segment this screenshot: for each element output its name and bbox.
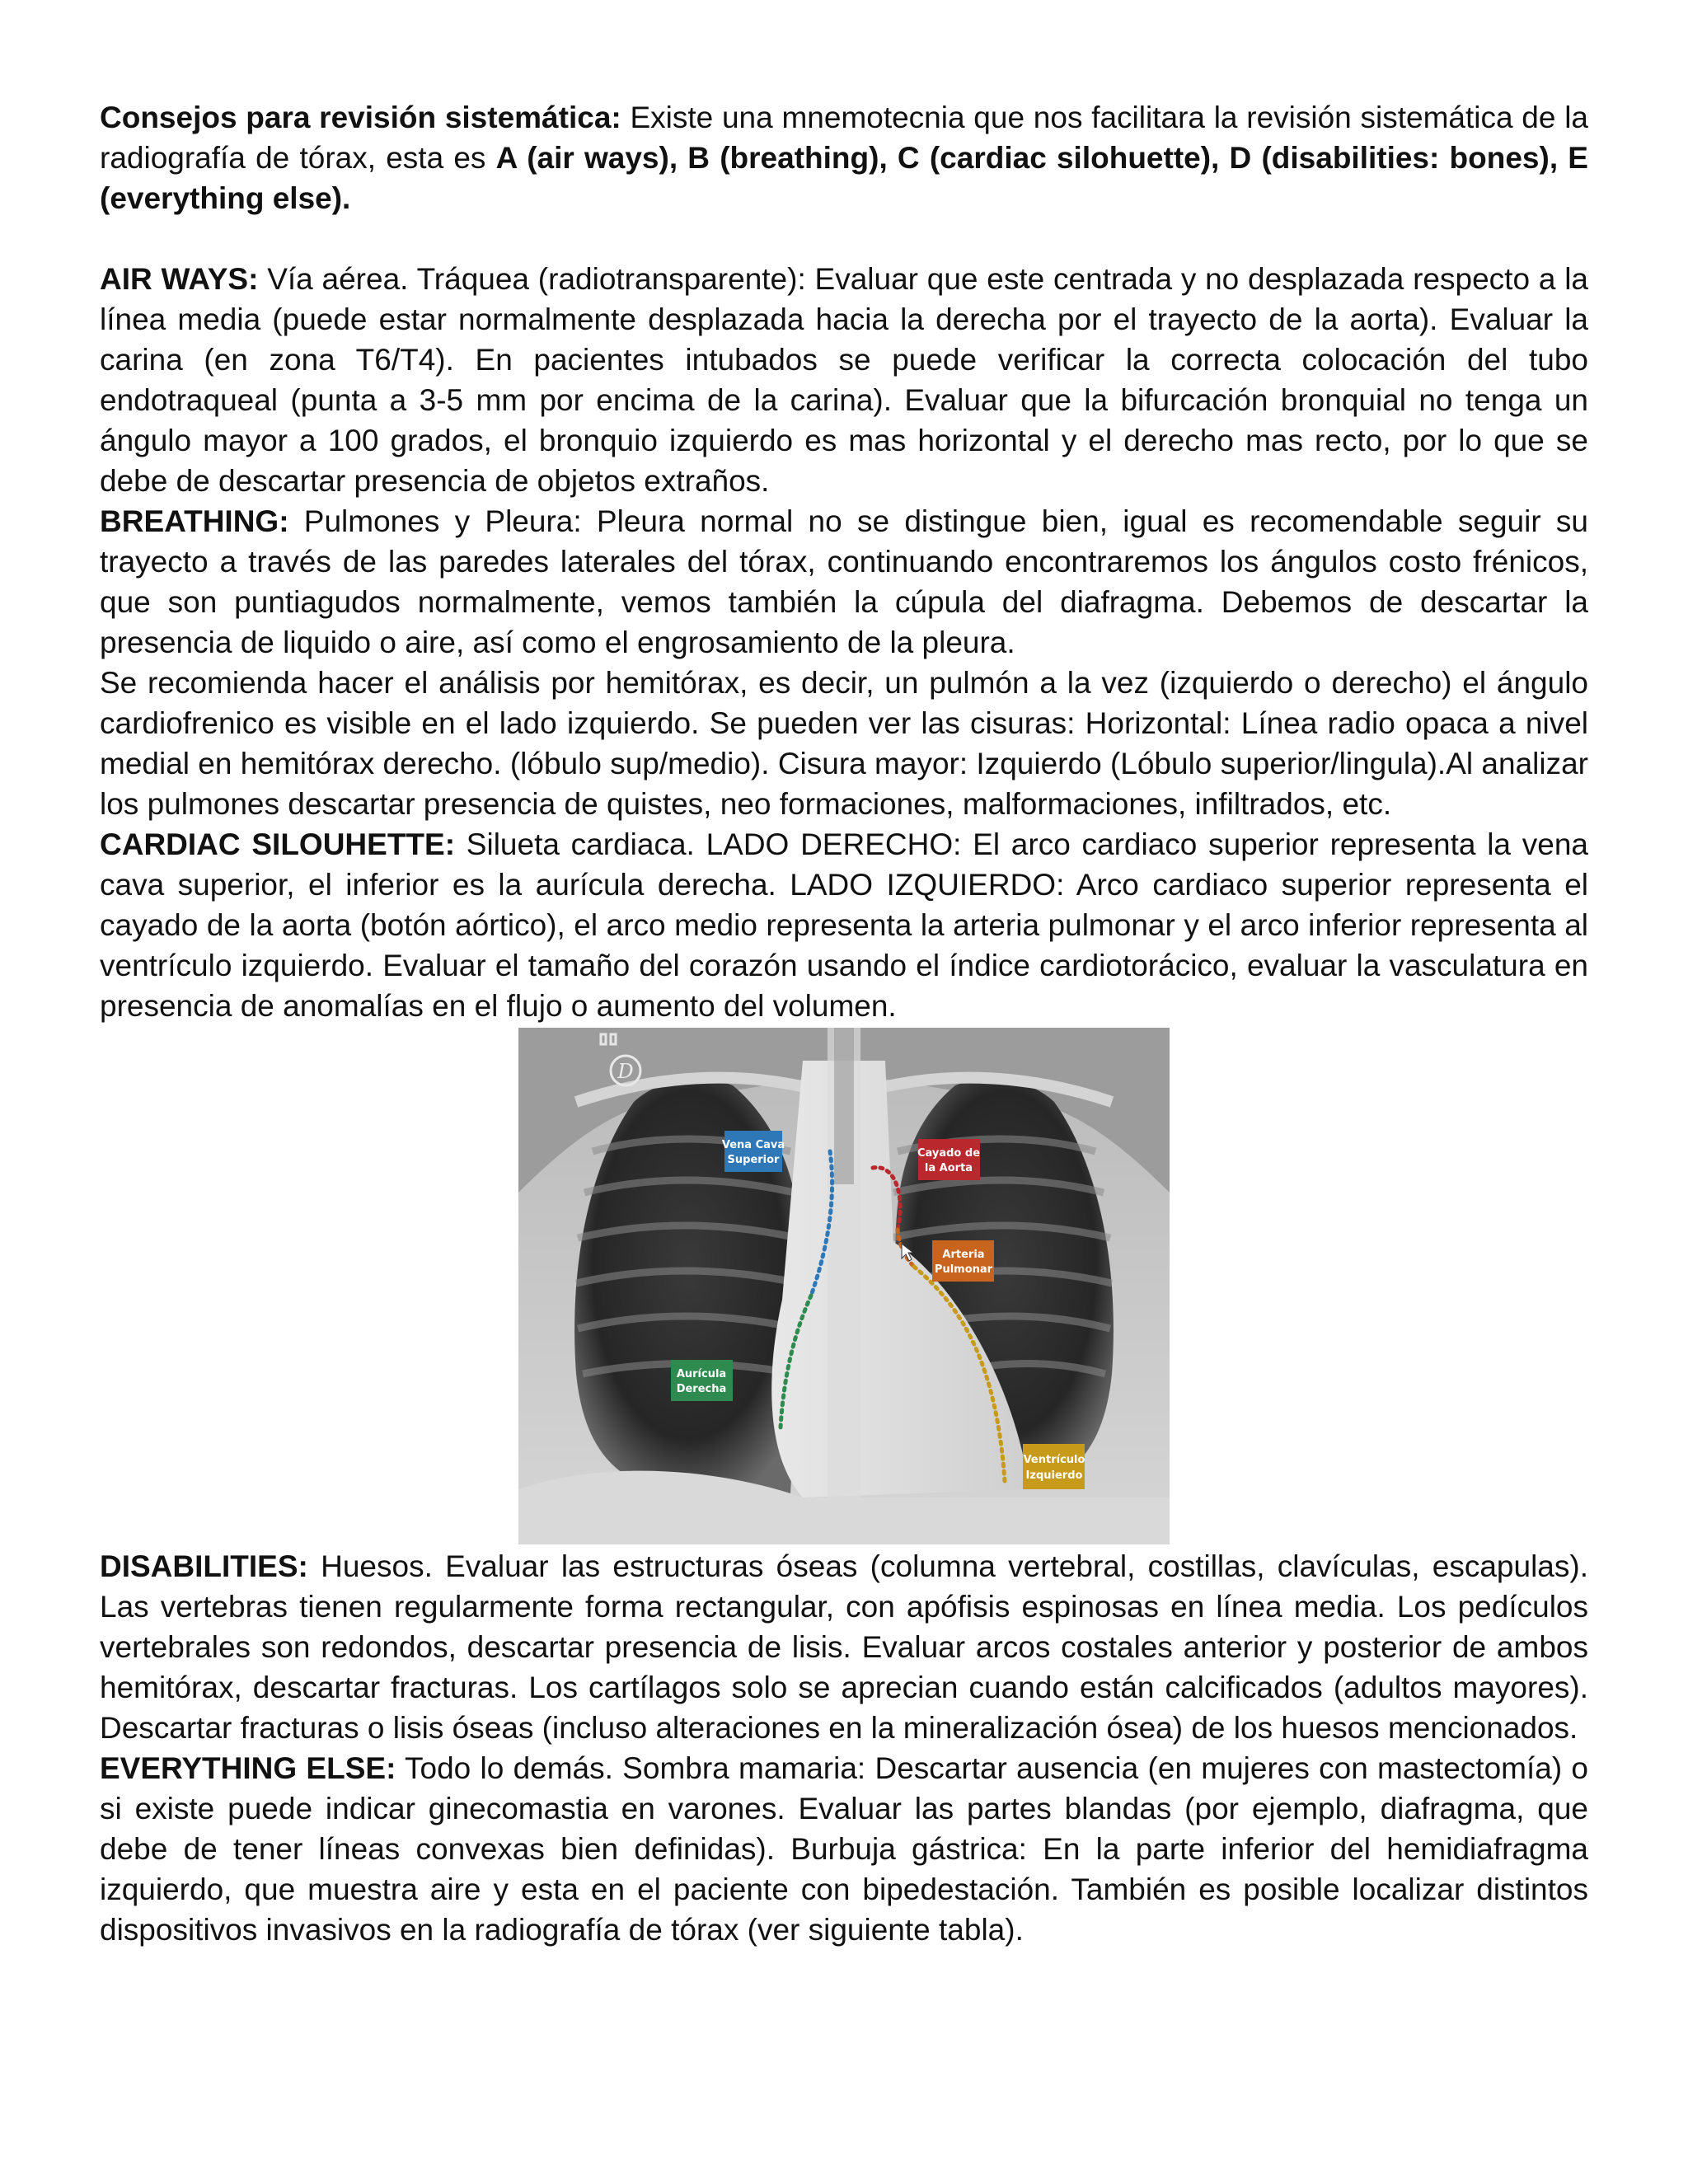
cayado-label-line1: Cayado de	[917, 1147, 981, 1160]
airways-paragraph	[100, 259, 1588, 501]
cardiac-heading: CARDIAC SILOUHETTE:	[100, 827, 456, 861]
intro-text: Existe una mnemotecnia que nos facilitara la revisión sistemática de la radiografía de tórax, esta es	[100, 101, 1589, 175]
breathing-paragraph-2	[100, 663, 1588, 824]
vena-cava-label-line1: Vena Cava	[721, 1139, 785, 1151]
ventriculo-label-box	[1023, 1444, 1085, 1489]
airways-text: Vía aérea. Tráquea (radiotransparente): Evaluar que este centrada y no desplazada respecto a la línea media (puede estar normalmente desplazada hacia la derecha por el trayecto de la aorta). Evaluar la carina (en zona T6/T4). En pacientes intubados se puede verificar la correcta colocación del tubo endotraqueal (punta a 3-5 mm por encima de la carina). Evaluar que la bifurcación bronquial no tenga un ángulo mayor a 100 grados, el bronquio izquierdo es mas horizontal y el derecho mas recto, por lo que se debe de descartar presencia de objetos extraños.	[100, 262, 1588, 498]
chest-xray-image	[518, 1028, 1170, 1544]
everything-heading: EVERYTHING ELSE:	[100, 1751, 396, 1785]
cayado-label-line2: la Aorta	[924, 1162, 973, 1174]
ventriculo-label-line2: Izquierdo	[1025, 1469, 1083, 1482]
intro-lead: Consejos para revisión sistemática:	[100, 101, 621, 134]
cardiac-text: Silueta cardiaca. LADO DERECHO: El arco cardiaco superior representa la vena cava superior, el inferior es la aurícula derecha. LADO IZQUIERDO: Arco cardiaco superior representa el cayado de la aorta (botón aórtico), el arco medio representa la arteria pulmonar y el arco inferior representa al ventrículo izquierdo. Evaluar el tamaño del corazón usando el índice cardiotorácico, evaluar la vasculatura en presencia de anomalías en el flujo o aumento del volumen.	[100, 827, 1589, 1023]
arteria-label-line1: Arteria	[942, 1249, 985, 1261]
paragraph-spacer	[100, 218, 1588, 259]
mnemonic-text: A (air ways), B (breathing), C (cardiac silohuette), D (disabilities: bones), E (everything else).	[100, 141, 1588, 215]
disabilities-paragraph	[100, 1546, 1588, 1748]
auricula-label-line1: Aurícula	[676, 1368, 727, 1380]
everything-text: Todo lo demás. Sombra mamaria: Descartar ausencia (en mujeres con mastectomía) o si existe puede indicar ginecomastia en varones. Evaluar las partes blandas (por ejemplo, diafragma, que debe de tener líneas convexas bien definidas). Burbuja gástrica: En la parte inferior del hemidiafragma izquierdo, que muestra aire y esta en el paciente con bipedestación. También es posible localizar distintos dispositivos invasivos en la radiografía de tórax (ver siguiente tabla).	[100, 1751, 1588, 1947]
auricula-label-line2: Derecha	[676, 1383, 727, 1395]
breathing-text-2: Se recomienda hacer el análisis por hemitórax, es decir, un pulmón a la vez (izquierdo o derecho) el ángulo cardiofrenico es visible en el lado izquierdo. Se pueden ver las cisuras: Horizontal: Línea radio opaca a nivel medial en hemitórax derecho. (lóbulo sup/medio). Cisura mayor: Izquierdo (Lóbulo superior/lingula).Al analizar los pulmones descartar presencia de quistes, neo formaciones, malformaciones, infiltrados, etc.	[100, 666, 1588, 821]
breathing-paragraph	[100, 501, 1588, 663]
everything-paragraph	[100, 1748, 1588, 1950]
vena-cava-label-line2: Superior	[727, 1154, 780, 1166]
arteria-label-line2: Pulmonar	[934, 1263, 993, 1276]
ventriculo-label-line1: Ventrículo	[1023, 1454, 1085, 1466]
side-marker: D	[617, 1060, 634, 1083]
breathing-heading: BREATHING:	[100, 504, 289, 538]
breathing-text: Pulmones y Pleura: Pleura normal no se distingue bien, igual es recomendable seguir su trayecto a través de las paredes laterales del tórax, continuando encontraremos los ángulos costo frénicos, que son puntiagudos normalmente, vemos también la cúpula del diafragma. Debemos de descartar la presencia de liquido o aire, así como el engrosamiento de la pleura.	[100, 504, 1588, 659]
document-page	[100, 97, 1588, 1950]
disabilities-text: Huesos. Evaluar las estructuras óseas (columna vertebral, costillas, clavículas, escapulas). Las vertebras tienen regularmente forma rectangular, con apófisis espinosas en línea media. Los pedículos vertebrales son redondos, descartar presencia de lisis. Evaluar arcos costales anterior y posterior de ambos hemitórax, descartar fracturas. Los cartílagos solo se aprecian cuando están calcificados (adultos mayores). Descartar fracturas o lisis óseas (incluso alteraciones en la mineralización ósea) de los huesos mencionados.	[100, 1549, 1588, 1745]
airways-heading: AIR WAYS:	[100, 262, 259, 296]
intro-paragraph	[100, 97, 1588, 218]
chest-xray-figure	[518, 1028, 1170, 1544]
disabilities-heading: DISABILITIES:	[100, 1549, 308, 1583]
cardiac-paragraph	[100, 824, 1588, 1026]
